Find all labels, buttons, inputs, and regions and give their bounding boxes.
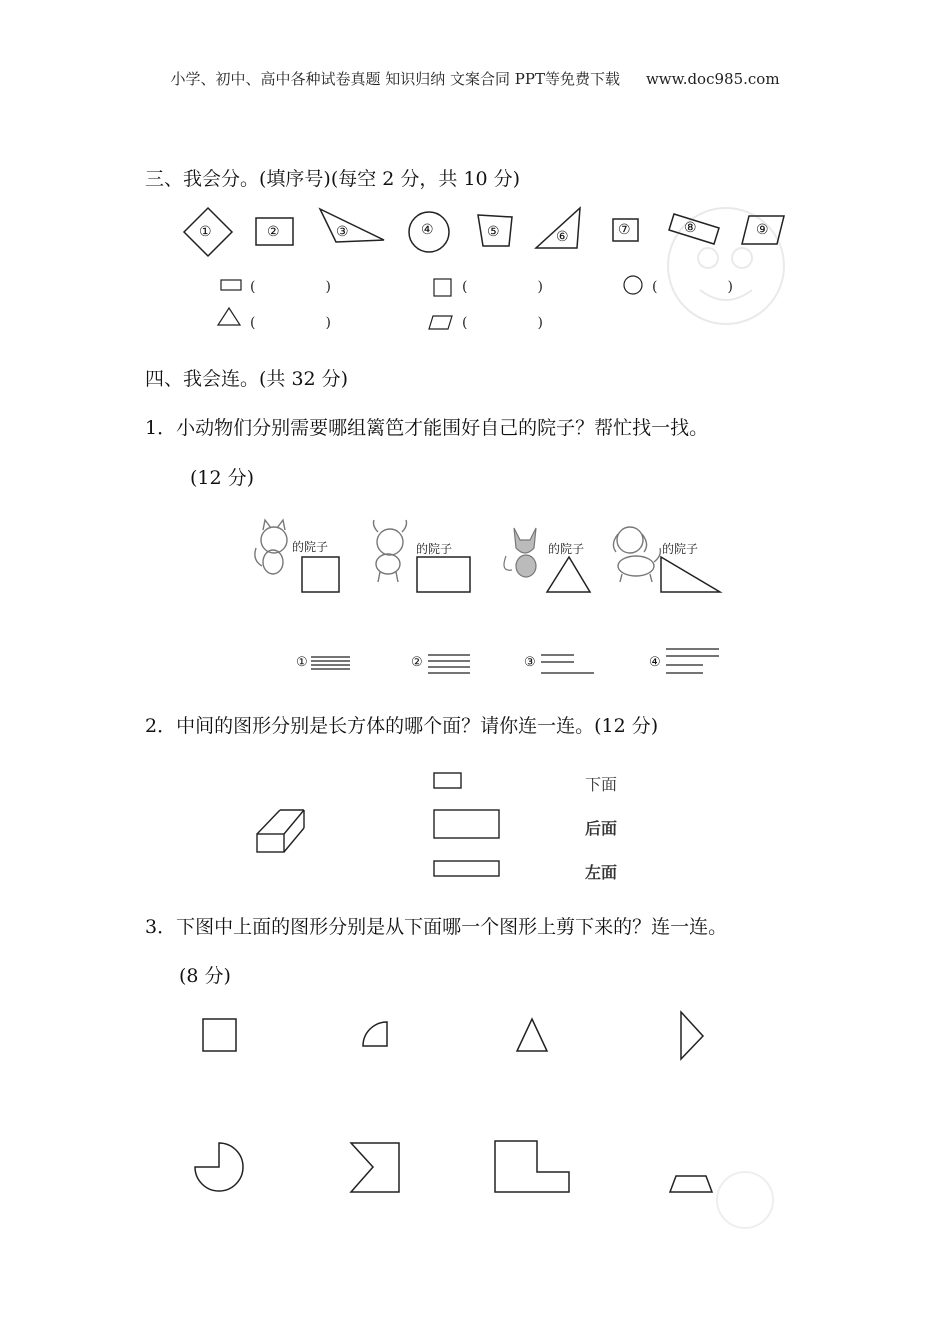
q2-body: 中间的图形分别是长方体的哪个面？请你连一连。(12 分)	[176, 715, 659, 737]
source-l-shape	[495, 1141, 569, 1192]
q1-points: (12 分)	[190, 467, 255, 489]
q1-body: 小动物们分别需要哪组篱笆才能围好自己的院子？帮忙找一找。	[176, 417, 709, 439]
cut-piece-square	[203, 1019, 236, 1051]
cut-piece-triangle	[517, 1019, 547, 1051]
shape-label-8: ⑧	[684, 220, 697, 236]
shape-label-2: ②	[267, 224, 280, 240]
fence-label-1: ①	[296, 655, 308, 670]
q3-body: 下图中上面的图形分别是从下面哪一个图形上剪下来的？连一连。	[176, 916, 728, 938]
source-notched-square	[351, 1143, 399, 1192]
source-trapezoid	[670, 1176, 712, 1192]
fox-yard-label: 的院子	[548, 542, 585, 556]
shape-label-5: ⑤	[487, 224, 500, 240]
cat-yard-label: 的院子	[292, 540, 329, 554]
face-label-back: 后面	[585, 819, 618, 838]
answer-blank-circle[interactable]: ( )	[652, 279, 733, 295]
section3-title: 三、我会分。(填序号)(每空 2 分，共 10 分)	[145, 168, 521, 190]
cut-piece-arrow-triangle	[681, 1012, 703, 1059]
q3-points: (8 分)	[179, 965, 231, 987]
q1-number: 1．	[145, 417, 177, 439]
answer-blank-square[interactable]: ( )	[462, 279, 543, 295]
watermark-corner-icon	[717, 1172, 773, 1228]
dog-yard-label: 的院子	[662, 542, 699, 556]
shape-label-3: ③	[336, 224, 349, 240]
cut-piece-quarter-circle	[363, 1022, 387, 1046]
answer-blank-parallelogram[interactable]: ( )	[462, 315, 543, 331]
answer-blank-rectangle[interactable]: ( )	[250, 279, 331, 295]
source-circle-missing-quarter	[195, 1143, 243, 1191]
shape-label-1: ①	[199, 224, 212, 240]
q3-number: 3．	[145, 916, 177, 938]
header-text: 小学、初中、高中各种试卷真题 知识归纳 文案合同 PPT等免费下载	[170, 70, 620, 88]
q2-number: 2．	[145, 715, 177, 737]
shape-label-7: ⑦	[618, 222, 631, 238]
section4-title: 四、我会连。(共 32 分)	[145, 368, 349, 390]
answer-blank-triangle[interactable]: ( )	[250, 315, 331, 331]
shape-label-6: ⑥	[556, 229, 569, 245]
shape-label-4: ④	[421, 222, 434, 238]
fence-label-4: ④	[649, 655, 661, 670]
shape-label-9: ⑨	[756, 222, 769, 238]
fence-label-2: ②	[411, 655, 423, 670]
face-label-bottom: 下面	[585, 775, 618, 794]
face-label-left: 左面	[585, 863, 618, 882]
fence-label-3: ③	[524, 655, 536, 670]
cow-yard-label: 的院子	[416, 542, 453, 556]
header-url: www.doc985.com	[645, 70, 780, 88]
